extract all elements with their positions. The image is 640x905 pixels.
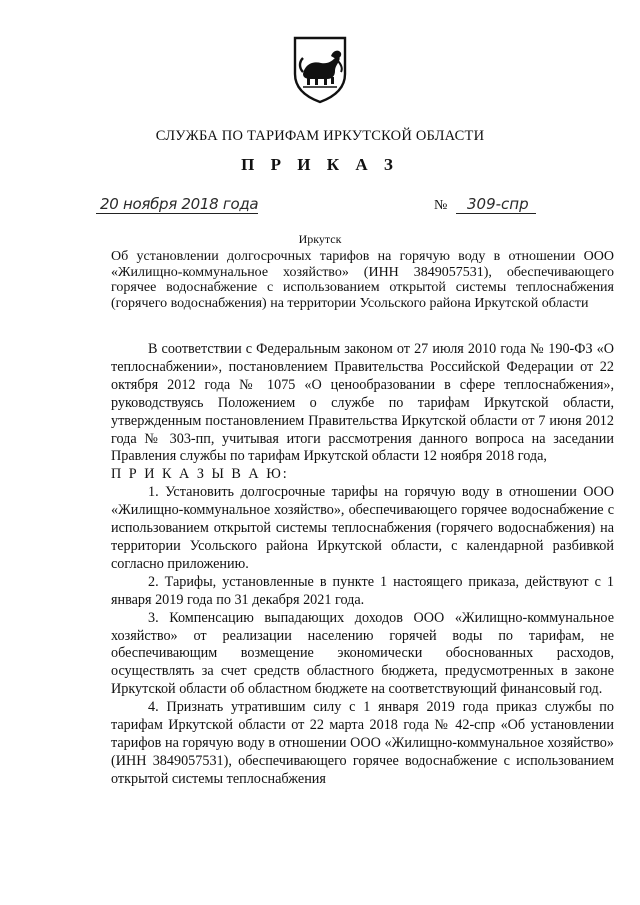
city-name: Иркутск — [298, 232, 342, 246]
order-subject: Об установлении долгосрочных тарифов на горячую воду в отношении ООО «Жилищно-коммунальное хозяйство» (ИНН 3849057531), обеспечивающего горячее водоснабжение с использованием открытой системы теплоснабжения (горячего водоснабжения) на территории Усольского района Иркутской области — [111, 249, 614, 311]
order-item-1: 1. Установить долгосрочные тарифы на горячую воду в отношении ООО «Жилищно-коммунальное хозяйство», обеспечивающего горячее водоснабжение с использованием открытой системы теплоснабжения (горячего водоснабжения) на территории Усольского района Иркутской области, с календарной разбивкой согласно приложению. — [111, 484, 614, 572]
order-body — [111, 341, 614, 789]
handwritten-date: 20 ноября 2018 года — [100, 195, 259, 213]
preamble-paragraph: В соответствии с Федеральным законом от 27 июля 2010 года № 190-ФЗ «О теплоснабжении», постановлением Правительства Российской Федерации от 22 октября 2012 года № 1075 «О ценообразовании в сфере теплоснабжения», руководствуясь Положением о службе по тарифам Иркутской области, утвержденным постановлением Правительства Иркутской области от 7 июня 2012 года № 303-пп, учитывая итоги рассмотрения данного вопроса на заседании Правления службы по тарифам Иркутской области 12 ноября 2018 года, — [111, 341, 614, 465]
order-item-2: 2. Тарифы, установленные в пункте 1 настоящего приказа, действуют с 1 января 2019 года по 31 декабря 2021 года. — [111, 573, 614, 608]
order-directive-word: П Р И К А З Ы В А Ю: — [111, 466, 289, 483]
number-sign: № — [434, 198, 448, 213]
coat-of-arms-emblem — [291, 34, 349, 104]
number-underline — [456, 213, 536, 214]
document-type-title: П Р И К А З — [241, 155, 399, 174]
agency-name: СЛУЖБА ПО ТАРИФАМ ИРКУТСКОЙ ОБЛАСТИ — [155, 128, 485, 144]
handwritten-order-number: 309-спр — [467, 195, 529, 213]
order-item-4: 4. Признать утратившим силу с 1 января 2019 года приказ службы по тарифам Иркутской области от 22 марта 2018 года № 42-спр «Об установлении тарифов на горячую воду в отношении ООО «Жилищно-коммунальное хозяйство» (ИНН 3849057531), обеспечивающего горячее водоснабжение с использованием открытой системы теплоснабжения — [111, 699, 614, 787]
date-underline — [96, 213, 258, 214]
order-item-3: 3. Компенсацию выпадающих доходов ООО «Жилищно-коммунальное хозяйство» от реализации населению горячей воды по тарифам, не обеспечивающим возмещение экономически обоснованных расходов, осуществлять за счет средств областного бюджета, предусмотренных в законе Иркутской области об областном бюджете на соответствующий финансовый год. — [111, 609, 614, 698]
